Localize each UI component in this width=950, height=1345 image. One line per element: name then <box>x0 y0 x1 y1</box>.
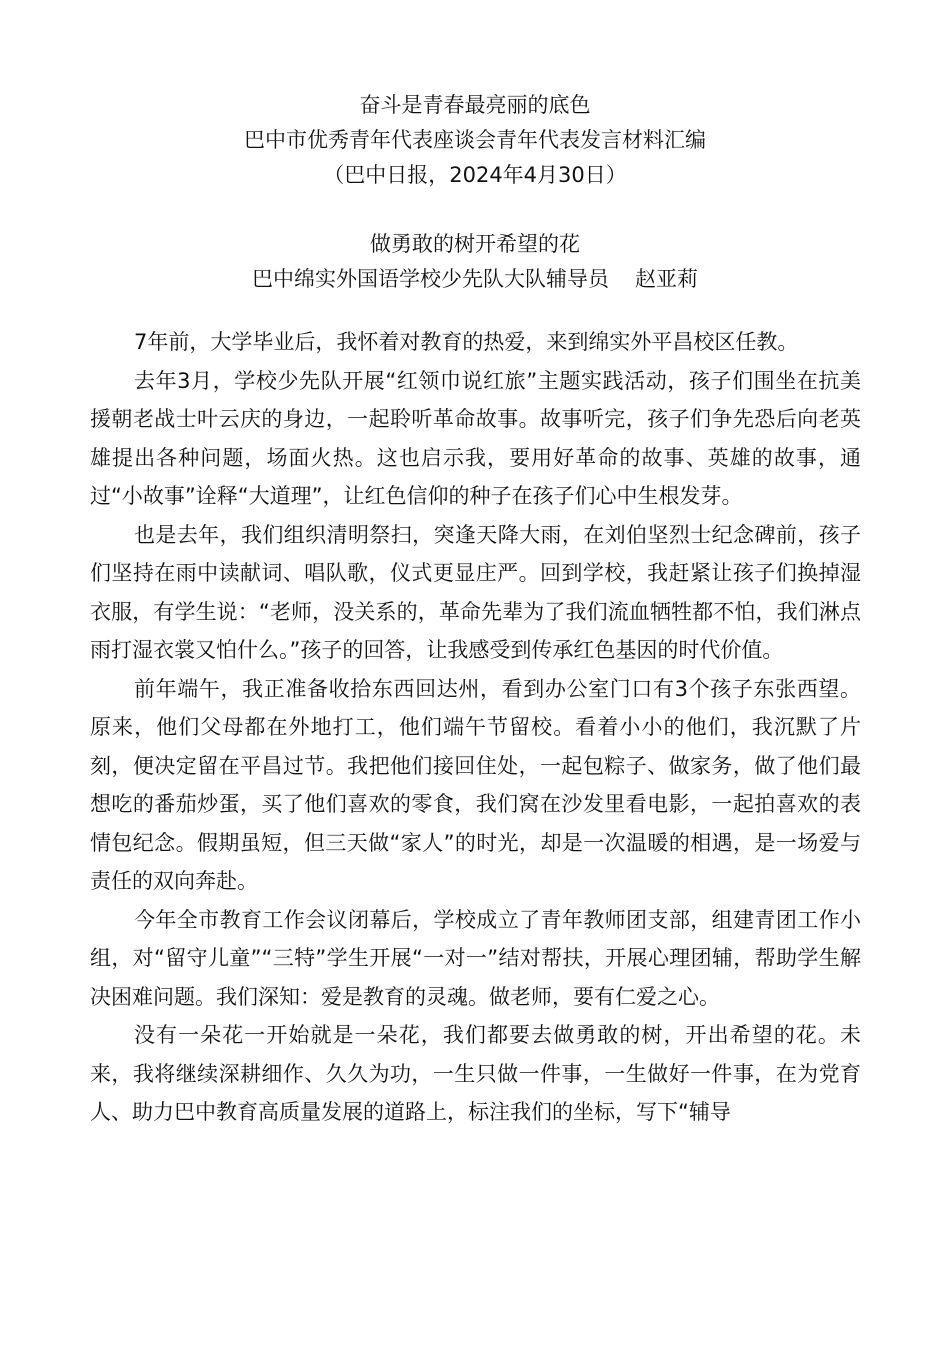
speaker-name: 赵亚莉 <box>635 267 698 291</box>
speaker-line <box>0 262 950 297</box>
paragraph: 去年3月，学校少先队开展“红领巾说红旅”主题实践活动，孩子们围坐在抗美援朝老战士叶云庆的身边，一起聆听革命故事。故事听完，孩子们争先恐后向老英雄提出各种问题，场面火热。这也启示我，要用好革命的故事、英雄的故事，通过“小故事”诠释“大道理”，让红色信仰的种子在孩子们心中生根发芽。 <box>90 368 861 508</box>
document-subtitle: 巴中市优秀青年代表座谈会青年代表发言材料汇编 <box>244 128 706 152</box>
document-header <box>0 88 950 193</box>
paragraph: 前年端午，我正准备收拾东西回达州，看到办公室门口有3个孩子东张西望。原来，他们父母都在外地打工，他们端午节留校。看着小小的他们，我沉默了片刻，便决定留在平昌过节。我把他们接回住处，一起包粽子、做家务，做了他们最想吃的番茄炒蛋，买了他们喜欢的零食，我们窝在沙发里看电影，一起拍喜欢的表情包纪念。假期虽短，但三天做“家人”的时光，却是一次温暖的相遇，是一场爱与责任的双向奔赴。 <box>90 676 861 893</box>
document-title: 奋斗是青春最亮丽的底色 <box>359 93 591 117</box>
speech-title: 做勇敢的树开希望的花 <box>370 232 580 256</box>
paragraph: 没有一朵花一开始就是一朵花，我们都要去做勇敢的树，开出希望的花。未来，我将继续深耕细作、久久为功，一生只做一件事，一生做好一件事，在为党育人、助力巴中教育高质量发展的道路上，标注我们的坐标，写下“辅导 <box>90 1023 861 1124</box>
paragraph: 7年前，大学毕业后，我怀着对教育的热爱，来到绵实外平昌校区任教。 <box>134 330 799 354</box>
speech-header <box>0 227 950 297</box>
article-body <box>90 323 861 1132</box>
paragraph: 也是去年，我们组织清明祭扫，突逢天降大雨，在刘伯坚烈士纪念碑前，孩子们坚持在雨中读献词、唱队歌，仪式更显庄严。回到学校，我赶紧让孩子们换掉湿衣服，有学生说：“老师，没关系的，革命先辈为了我们流血牺牲都不怕，我们淋点雨打湿衣裳又怕什么。”孩子的回答，让我感受到传承红色基因的时代价值。 <box>90 522 861 662</box>
document-source: （巴中日报，2024年4月30日） <box>323 163 627 187</box>
speaker-org: 巴中绵实外国语学校少先队大队辅导员 <box>252 267 609 291</box>
paragraph: 今年全市教育工作会议闭幕后，学校成立了青年教师团支部，组建青团工作小组，对“留守儿童”“三特”学生开展“一对一”结对帮扶，开展心理团辅，帮助学生解决困难问题。我们深知：爱是教育的灵魂。做老师，要有仁爱之心。 <box>90 907 861 1009</box>
